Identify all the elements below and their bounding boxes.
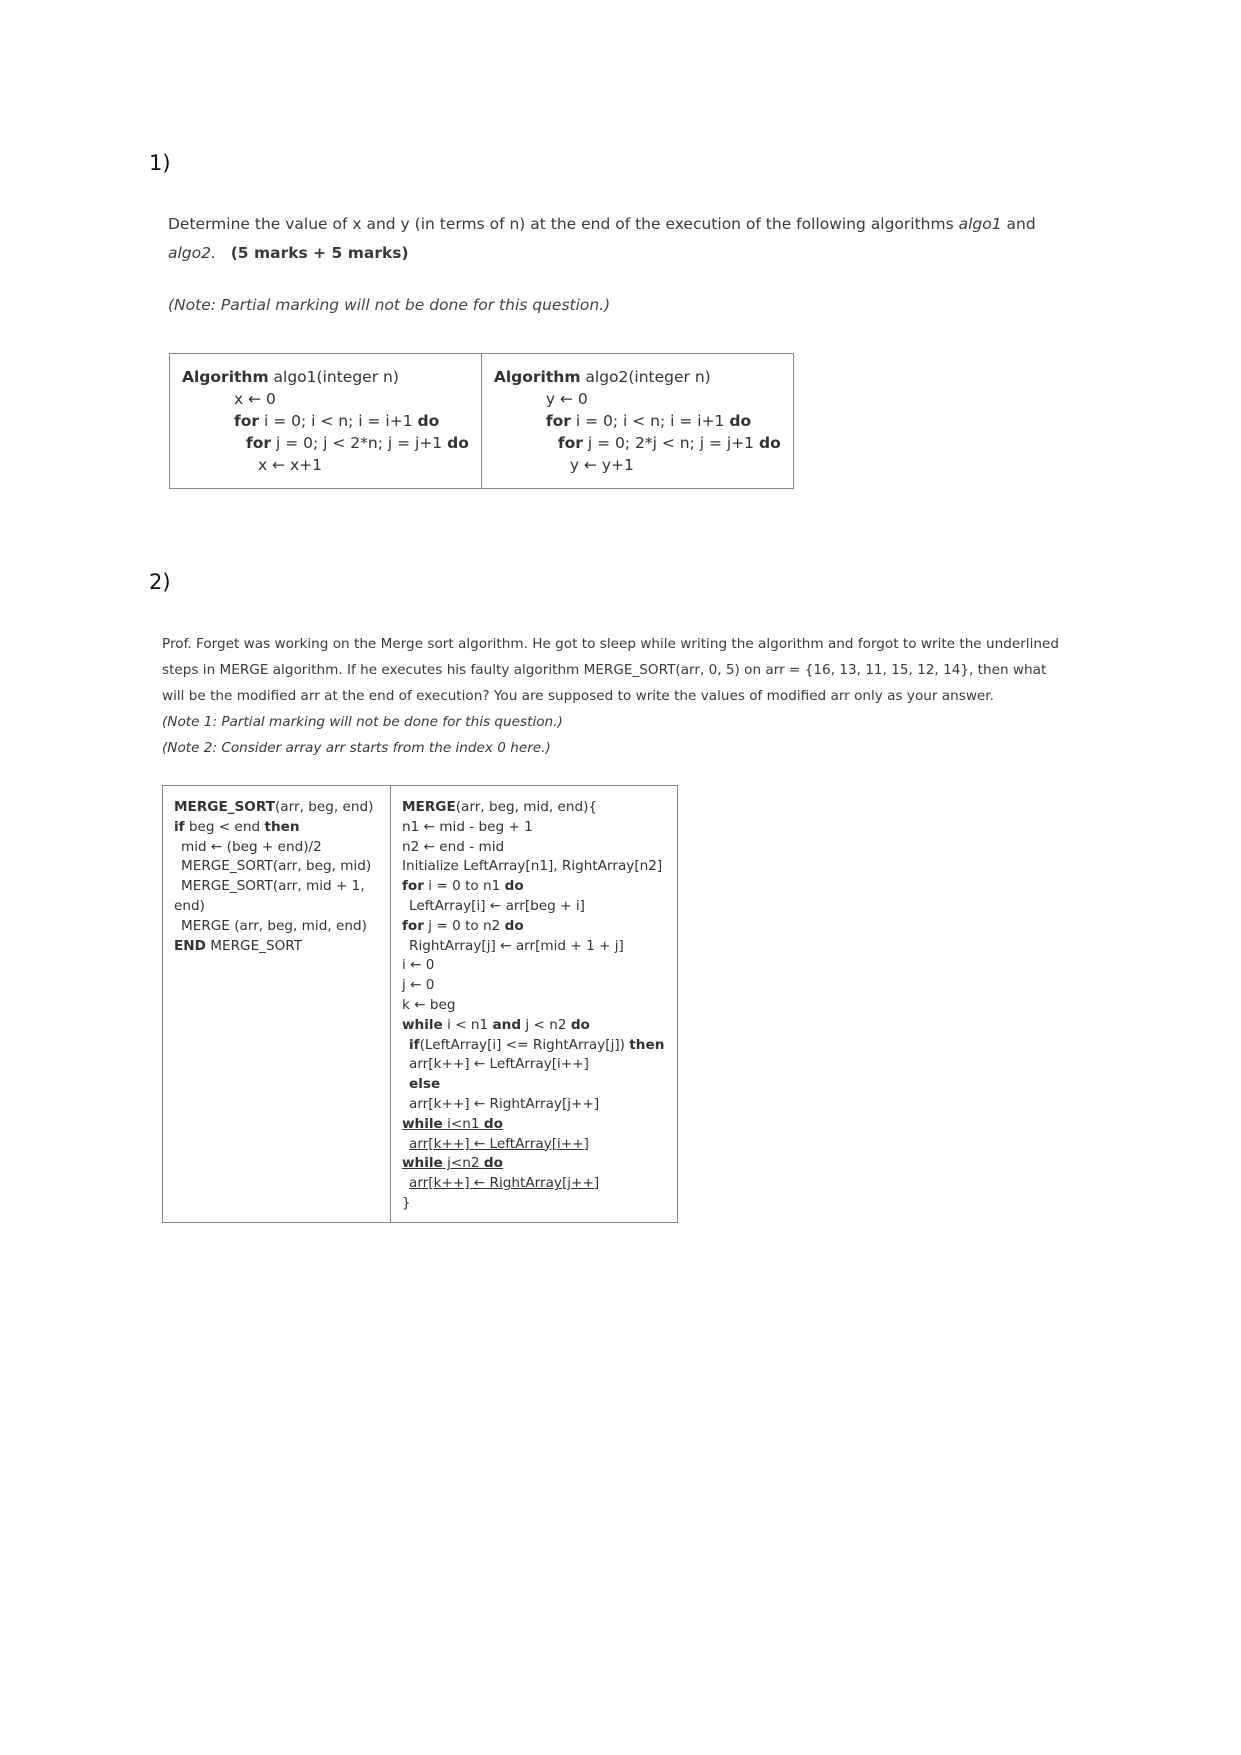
merge-sort-table <box>162 785 678 1223</box>
algo2-line-4: y ← y+1 <box>569 456 634 474</box>
merge-while-2: while i<n1 do <box>402 1115 503 1132</box>
merge-right-assign: RightArray[j] ← arr[mid + 1 + j] <box>409 937 624 954</box>
merge-init: Initialize LeftArray[n1], RightArray[n2] <box>402 858 663 875</box>
algo1-line-1: x ← 0 <box>234 390 276 408</box>
algo1-line-3: for j = 0; j < 2*n; j = j+1 do <box>246 434 469 452</box>
algo1-signature: algo1(integer n) <box>268 368 399 386</box>
algo2-cell <box>481 354 793 489</box>
q1-text: Determine the value of x and y (in terms of n) at the end of the execution of the following algorithms <box>168 215 954 233</box>
merge-j0: j ← 0 <box>402 977 435 994</box>
algo-table <box>169 353 794 489</box>
merge-n1: n1 ← mid - beg + 1 <box>402 818 533 835</box>
algo2-line-2: for i = 0; i < n; i = i+1 do <box>545 412 752 430</box>
ms-call-2: MERGE_SORT(arr, mid + 1, <box>181 878 365 895</box>
merge-k0: k ← beg <box>402 996 456 1013</box>
and-word: and <box>1006 215 1036 233</box>
ms-merge-call: MERGE (arr, beg, mid, end) <box>181 917 367 934</box>
q2-note-1: (Note 1: Partial marking will not be done for this question.) <box>162 714 563 730</box>
algo1-ref: algo1 <box>958 215 1002 233</box>
algo2-line-1: y ← 0 <box>545 390 588 408</box>
merge-left-assign: LeftArray[i] ← arr[beg + i] <box>409 897 585 914</box>
merge-else: else <box>409 1076 441 1093</box>
q2-paragraph: Prof. Forget was working on the Merge sort algorithm. He got to sleep while writing the algorithm and forgot to write the underlined steps in MERGE algorithm. If he executes his faulty algorithm MERGE_SORT(arr, 0, 5) on arr = {16, 13, 11, 15, 12, 14}, then what will be the modified arr at the end of execution? You are supposed to write the values of modified arr only as your answer. <box>162 636 1059 704</box>
q2-note-2: (Note 2: Consider array arr starts from the index 0 here.) <box>162 740 551 756</box>
merge-arr-left: arr[k++] ← LeftArray[i++] <box>409 1056 589 1073</box>
algo2-ref: algo2. <box>168 244 216 262</box>
merge-sort-cell: MERGE_SORT(arr, beg, end) if beg < end then mid ← (beg + end)/2 MERGE_SORT(arr, beg, mid) MERGE_SORT(arr, mid + 1, end) MERGE (arr, beg, mid, end) END MERGE_SORT <box>163 786 391 1223</box>
ms-call-2-cont: end) <box>174 897 205 914</box>
merge-while-3-body: arr[k++] ← RightArray[j++] <box>409 1175 600 1192</box>
merge-arr-right: arr[k++] ← RightArray[j++] <box>409 1095 600 1112</box>
question-1-number: 1) <box>149 151 171 175</box>
algo2-line-3: for j = 0; 2*j < n; j = j+1 do <box>557 434 781 452</box>
ms-call-1: MERGE_SORT(arr, beg, mid) <box>181 858 372 875</box>
merge-while-3: while j<n2 do <box>402 1155 503 1172</box>
algo2-keyword: Algorithm <box>493 368 581 386</box>
question-2-text <box>162 631 1067 761</box>
merge-n2: n2 ← end - mid <box>402 838 505 855</box>
question-2-number: 2) <box>149 570 171 594</box>
algo1-keyword: Algorithm <box>182 368 269 386</box>
algo1-cell <box>170 354 482 489</box>
ms-mid-line: mid ← (beg + end)/2 <box>181 838 322 855</box>
merge-while-2-body: arr[k++] ← LeftArray[i++] <box>409 1135 589 1152</box>
question-1-text <box>168 210 1068 268</box>
merge-cell: MERGE(arr, beg, mid, end){ n1 ← mid - beg + 1 n2 ← end - mid Initialize LeftArray[n1], RightArray[n2] for i = 0 to n1 do LeftArray[i] ← arr[beg + i] for j = 0 to n2 do RightArray[j] ← arr[mid + 1 + j] i ← 0 j ← 0 k ← beg while i < n1 and j < n2 do if(LeftArray[i] <= RightArray[j]) then arr[k++] ← LeftArray[i++] else arr[k++] ← RightArray[j++] while i<n1 do arr[k++] ← LeftArray[i++] while j<n2 do arr[k++] ← RightArray[j++] } <box>391 786 678 1223</box>
algo1-line-4: x ← x+1 <box>258 456 323 474</box>
marks-label: (5 marks + 5 marks) <box>230 244 409 262</box>
question-1-note: (Note: Partial marking will not be done for this question.) <box>168 296 611 314</box>
algo1-line-2: for i = 0; i < n; i = i+1 do <box>234 412 440 430</box>
algo2-signature: algo2(integer n) <box>580 368 711 386</box>
merge-close-brace: } <box>402 1194 411 1211</box>
merge-i0: i ← 0 <box>402 957 435 974</box>
